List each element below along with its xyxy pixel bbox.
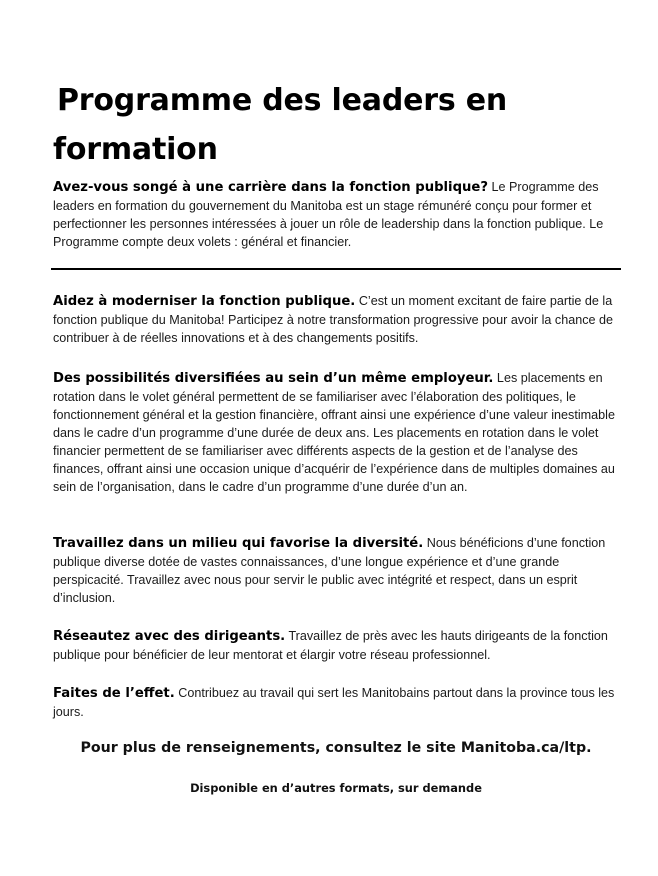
network-lead: Réseautez avec des dirigeants. [53,629,286,644]
diversity-body: Nous bénéficions d’une fonction publique diverse dotée de vastes connaissances, d’une longue expérience et d’une grande perspicacité. Travaillez avec nous pour servir le public avec intégrité et respect, dans un esprit d’inclusion. [53,536,606,605]
modernize-lead: Aidez à moderniser la fonction publique. [53,294,356,309]
opportunities-paragraph [53,369,623,496]
intro-lead: Avez-vous songé à une carrière dans la fonction publique? [53,180,488,195]
diversity-paragraph [53,534,623,607]
impact-paragraph [53,684,623,721]
network-paragraph [53,627,623,664]
opportunities-body: Les placements en rotation dans le volet général permettent de se familiariser avec l’élaboration des politiques, le fonctionnement général et la gestion financière, offrant ainsi une expérience d’une valeur inestimable dans le cadre d’un programme d’une durée de deux ans. Les placements en rotation dans le volet financier permettent de se familiariser avec différents aspects de la gestion et de l’analyse des finances, offrant ainsi une occasion unique d’acquérir de l’expérience dans de multiples domaines au sein de l’organisation, dans le cadre d’un programme d’une durée d’un an. [53,371,615,494]
alternate-formats-note: Disponible en d’autres formats, sur demande [190,781,482,795]
modernize-body: C’est un moment excitant de faire partie de la fonction publique du Manitoba! Participez à notre transformation progressive pour avoir la chance de contribuer à de réelles innovations et à des changements positifs. [53,294,614,345]
intro-paragraph [53,178,623,251]
impact-lead: Faites de l’effet. [53,686,175,701]
section-divider [51,268,621,270]
opportunities-lead: Des possibilités diversifiées au sein d’un même employeur. [53,371,494,386]
modernize-paragraph [53,292,623,347]
intro-body: Le Programme des leaders en formation du gouvernement du Manitoba est un stage rémunéré conçu pour former et perfectionner les personnes intéressées à jouer un rôle de leadership dans la fonction publique. Le Programme compte deux volets : général et financier. [53,180,604,249]
page-title-line-2: formation [53,132,218,167]
network-body: Travaillez de près avec les hauts dirigeants de la fonction publique pour bénéficier de leur mentorat et élargir votre réseau professionnel. [53,629,608,662]
page-title-line-1: Programme des leaders en [57,83,508,118]
diversity-lead: Travaillez dans un milieu qui favorise la diversité. [53,536,424,551]
more-info-cta: Pour plus de renseignements, consultez le site Manitoba.ca/ltp. [80,740,592,756]
impact-body: Contribuez au travail qui sert les Manitobains partout dans la province tous les jours. [53,686,615,719]
